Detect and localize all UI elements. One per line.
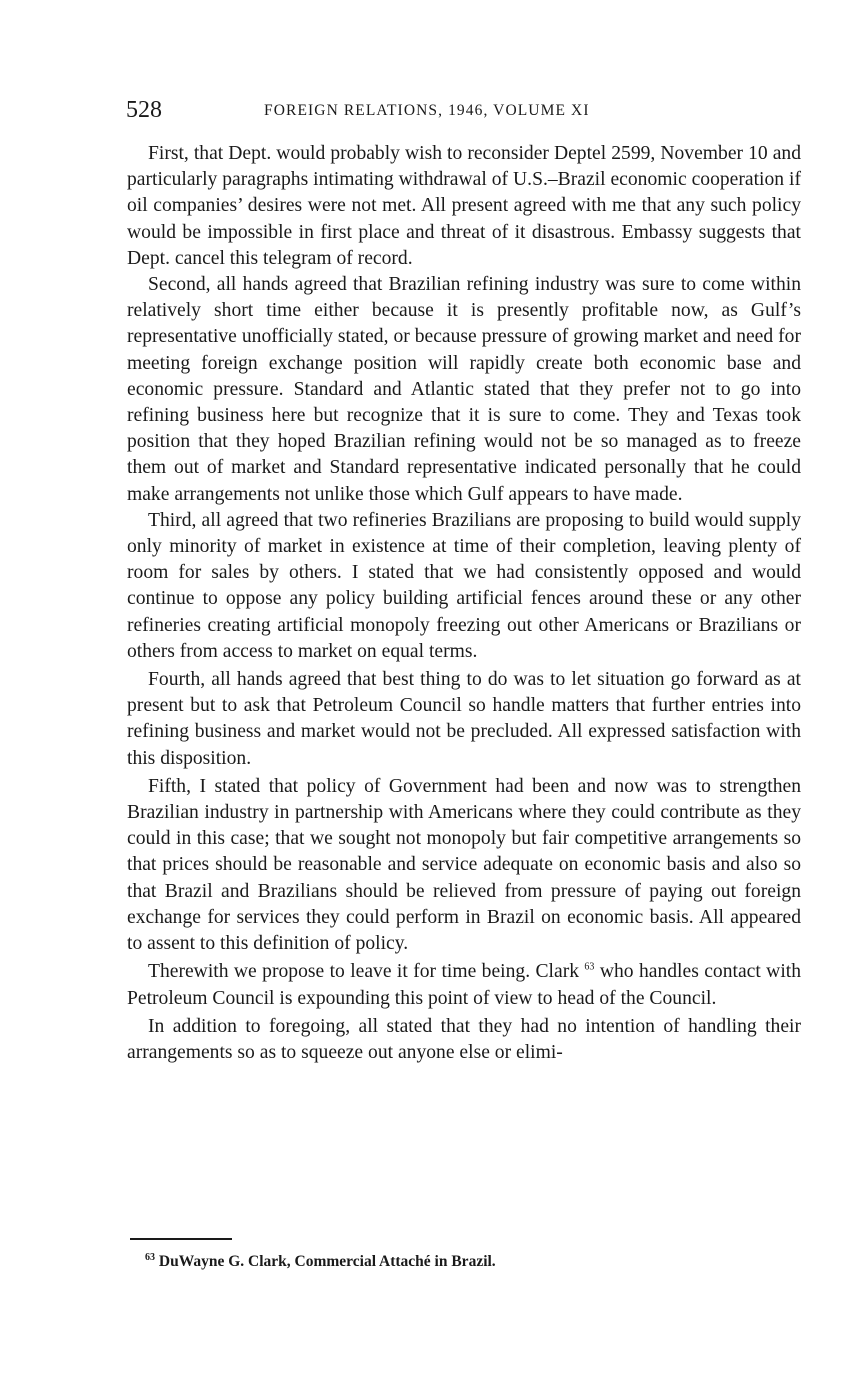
- running-head: FOREIGN RELATIONS, 1946, VOLUME XI: [264, 102, 590, 119]
- footnote-reference: 63: [584, 961, 595, 973]
- paragraph-in-addition: In addition to foregoing, all stated that they had no intention of handling their arrangements so as to squeeze out anyone else or elimi-: [127, 1015, 801, 1063]
- footnote-divider: [130, 1238, 232, 1240]
- paragraph-second: Second, all hands agreed that Brazilian refining industry was sure to come within relatively short time either because it is presently profitable now, as Gulf’s representative unofficially stated, or because pressure of growing market and need for meeting foreign exchange position will rapidly create both economic base and economic pressure. Standard and Atlantic stated that they prefer not to go into refining business here but recognize that it is sure to come. They and Texas took position that they hoped Brazilian refining would not be so managed as to freeze them out of market and Standard representative indicated personally that he could make arrangements not unlike those which Gulf appears to have made.: [127, 274, 801, 505]
- footnote-text: DuWayne G. Clark, Commercial Attaché in Brazil.: [158, 1253, 496, 1270]
- body-text: [127, 141, 801, 1066]
- page-header: [126, 94, 802, 126]
- footnote: [145, 1250, 805, 1274]
- paragraph-third: Third, all agreed that two refineries Brazilians are proposing to build would supply only minority of market in existence at time of their completion, leaving plenty of room for sales by others. I stated that we had consistently opposed and would continue to oppose any policy building artificial fences around these or any other refineries creating artificial monopoly freezing out other Americans or Brazilians or others from access to market on equal terms.: [127, 509, 801, 662]
- paragraph-fifth: Fifth, I stated that policy of Government had been and now was to strengthen Brazilian industry in partnership with Americans where they could contribute as they could in this case; that we sought not monopoly but fair competitive arrangements so that prices should be reasonable and service adequate on economic basis and also so that Brazil and Brazilians should be relieved from pressure of paying out foreign exchange for services they could perform in Brazil on economic basis. All appeared to assent to this definition of policy.: [127, 775, 801, 955]
- paragraph-therewith: [127, 959, 801, 1011]
- footnote-marker: 63: [145, 1251, 155, 1263]
- paragraph-first: First, that Dept. would probably wish to reconsider Deptel 2599, November 10 and particularly paragraphs intimating withdrawal of U.S.–Brazil economic cooperation if oil companies’ desires were not met. All present agreed with me that any such policy would be impossible in first place and threat of it disastrous. Embassy suggests that Dept. cancel this telegram of record.: [127, 143, 801, 269]
- page-number: 528: [126, 97, 162, 123]
- paragraph-therewith-start: Therewith we propose to leave it for time being. Clark: [148, 961, 580, 983]
- paragraph-therewith-end: who handles contact with Petroleum Council is expounding this point of view to head of the Council.: [127, 961, 802, 1009]
- paragraph-fourth: Fourth, all hands agreed that best thing to do was to let situation go forward as at present but to ask that Petroleum Council so handle matters that further entries into refining business and market would not be precluded. All expressed satisfaction with this disposition.: [127, 669, 801, 769]
